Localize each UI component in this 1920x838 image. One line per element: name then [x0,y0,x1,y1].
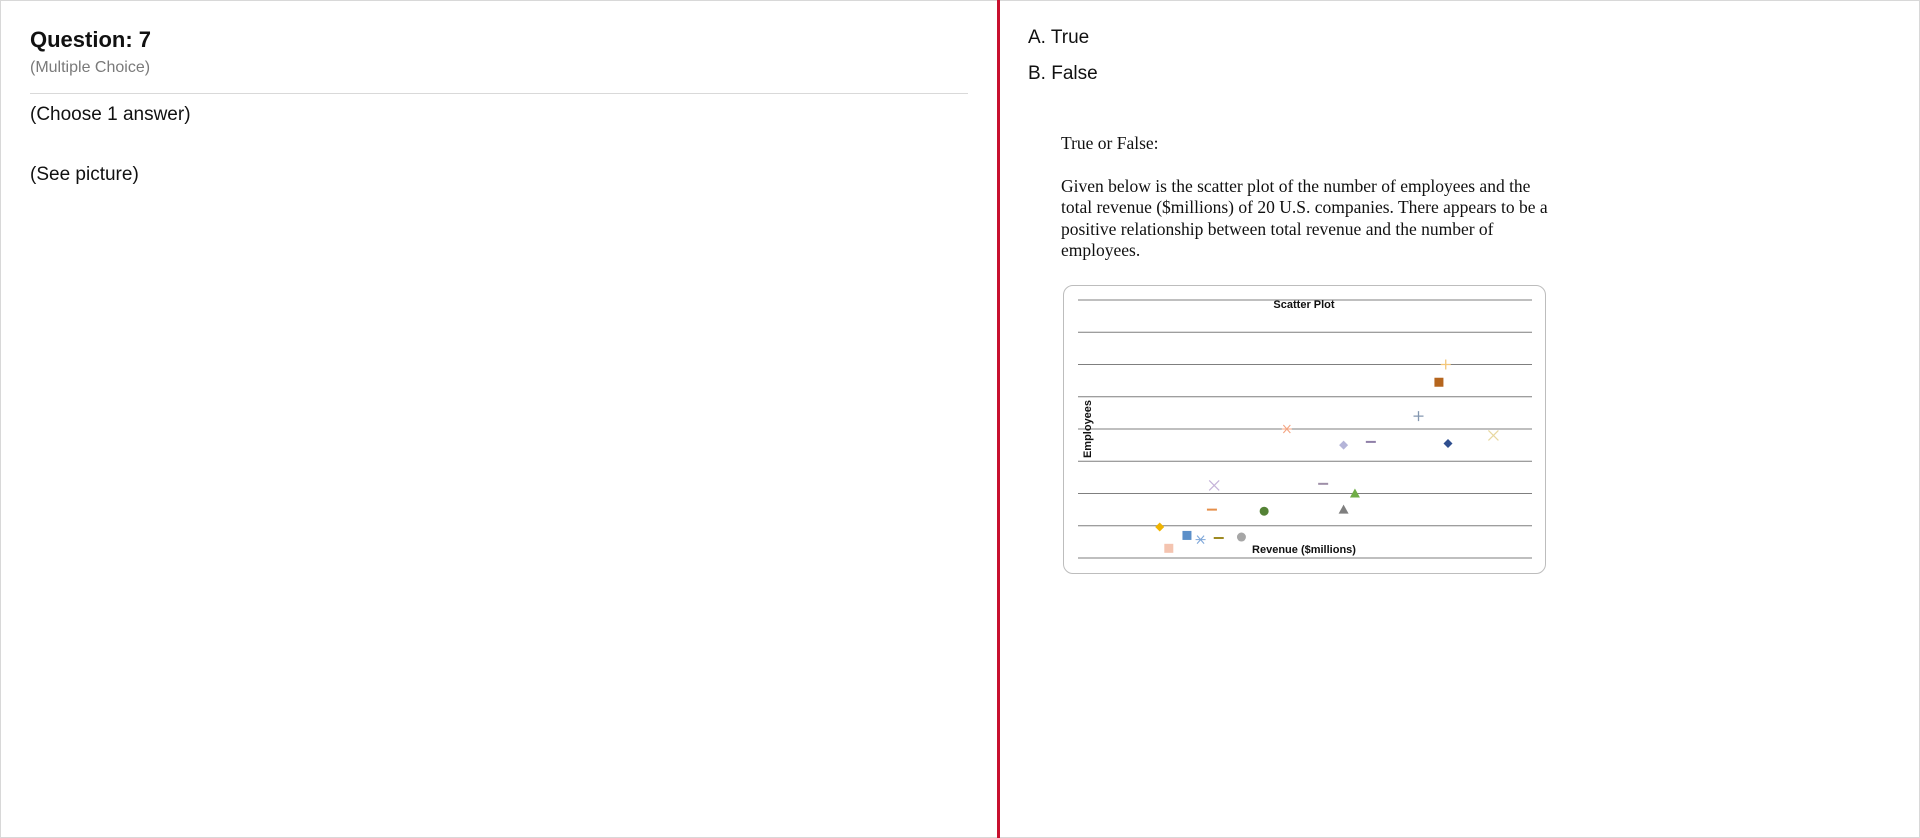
scatter-plot [1064,286,1545,573]
scatter-point-17 [1434,378,1443,387]
question-instruction: (Choose 1 answer) [30,104,191,125]
y-axis-label: Employees [1082,399,1094,459]
choice-a-true[interactable]: A. True [1028,27,1090,48]
scatter-point-16 [1414,411,1424,421]
answer-pane [1000,0,1920,838]
scatter-point-4 [1196,536,1206,544]
problem-image [1061,133,1551,283]
scatter-point-13 [1339,505,1349,514]
problem-text: Given below is the scatter plot of the number of employees and the total revenue ($millions) of 20 U.S. companies. There appears to be a positive relationship between total revenue and the number of employees. [1061,175,1548,260]
scatter-point-20 [1488,430,1498,440]
problem-heading: True or False: [1061,133,1159,153]
scatter-plot-figure [1063,285,1546,574]
scatter-point-19 [1444,439,1453,448]
x-axis-label: Revenue ($millions) [1252,544,1356,556]
scatter-point-1 [1155,523,1164,532]
header-divider [30,93,968,94]
scatter-point-6 [1209,480,1219,490]
question-type: (Multiple Choice) [30,59,151,76]
scatter-point-2 [1164,544,1173,553]
scatter-point-18 [1441,360,1451,370]
scatter-point-9 [1260,507,1269,516]
chart-title: Scatter Plot [1273,299,1335,311]
scatter-point-14 [1350,489,1360,498]
scatter-point-10 [1282,425,1292,433]
question-body: (See picture) [30,164,139,185]
scatter-point-3 [1182,531,1191,540]
scatter-point-8 [1237,533,1246,542]
scatter-point-12 [1339,441,1348,450]
question-title: Question: 7 [30,27,152,52]
choice-b-false[interactable]: B. False [1028,63,1098,84]
